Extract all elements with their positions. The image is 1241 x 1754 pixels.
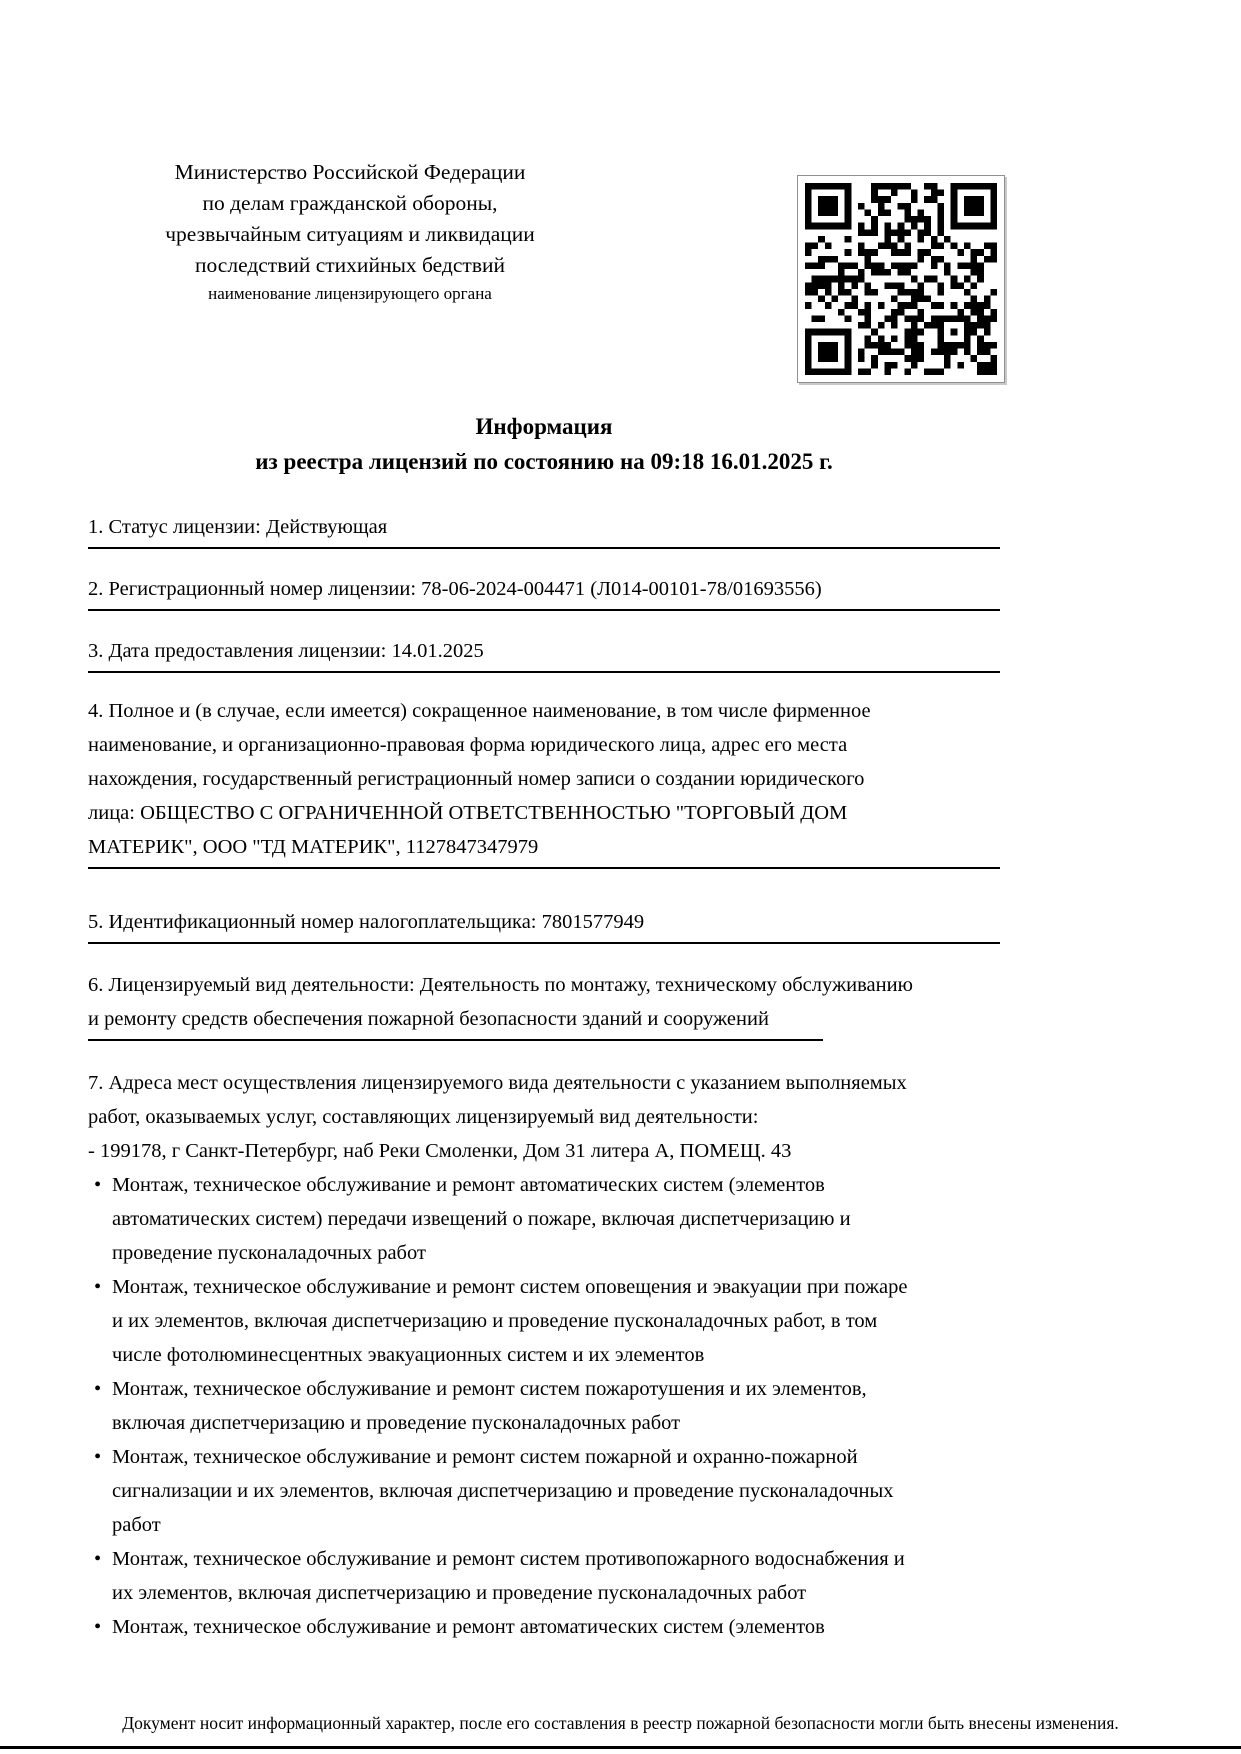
field-taxpayer-inn: 5. Идентификационный номер налогоплательщика: 7801577949 bbox=[88, 905, 1000, 944]
section-addresses bbox=[88, 1066, 1000, 1168]
section-addresses-intro: 7. Адреса мест осуществления лицензируемого вида деятельности с указанием выполняемых работ, оказываемых услуг, составляющих лицензируемый вид деятельности: bbox=[88, 1072, 907, 1128]
work-item: • Монтаж, техническое обслуживание и ремонт автоматических систем (элементов bbox=[88, 1610, 1000, 1644]
document-title-line2: из реестра лицензий по состоянию на 09:18 16.01.2025 г. bbox=[255, 449, 833, 474]
work-item: • Монтаж, техническое обслуживание и ремонт автоматических систем (элементов автоматических систем) передачи извещений о пожаре, включая диспетчеризацию и проведение пусконаладочных работ bbox=[88, 1168, 1000, 1270]
licensing-authority-caption: наименование лицензирующего органа bbox=[208, 284, 492, 303]
document-title bbox=[88, 409, 1000, 479]
document-title-line1: Информация bbox=[475, 414, 613, 439]
licensing-authority-block bbox=[80, 157, 620, 306]
field-license-status: 1. Статус лицензии: Действующая bbox=[88, 510, 1000, 549]
address-line: - 199178, г Санкт-Петербург, наб Реки Смоленки, Дом 31 литера А, ПОМЕЩ. 43 bbox=[88, 1140, 792, 1162]
field-licensed-activity-text: 6. Лицензируемый вид деятельности: Деятельность по монтажу, техническому обслуживанию и ремонту средств обеспечения пожарной безопасности зданий и сооружений bbox=[88, 974, 913, 1030]
work-item: • Монтаж, техническое обслуживание и ремонт систем пожаротушения и их элементов, включая диспетчеризацию и проведение пусконаладочных работ bbox=[88, 1372, 1000, 1440]
footer-note: Документ носит информационный характер, после его составления в реестр пожарной безопасности могли быть внесены изменения. bbox=[122, 1713, 1119, 1733]
work-item: • Монтаж, техническое обслуживание и ремонт систем противопожарного водоснабжения и их элементов, включая диспетчеризацию и проведение пусконаладочных работ bbox=[88, 1542, 1000, 1610]
works-list bbox=[88, 1168, 1000, 1644]
field-organization-name: 4. Полное и (в случае, если имеется) сокращенное наименование, в том числе фирменное наименование, и организационно-правовая форма юридического лица, адрес его места нахождения, государственный регистрационный номер записи о создании юридического лица: ОБЩЕСТВО С ОГРАНИЧЕННОЙ ОТВЕТСТВЕННОСТЬЮ "ТОРГОВЫЙ ДОМ МАТЕРИК", ООО "ТД МАТЕРИК", 1127847347979 bbox=[88, 694, 1000, 869]
field-licensed-activity bbox=[88, 968, 1000, 1041]
ministry-name: Министерство Российской Федерации по делам гражданской обороны, чрезвычайным ситуациям и ликвидации последствий стихийных бедствий bbox=[165, 160, 535, 277]
qr-code-icon bbox=[797, 175, 1005, 383]
field-underline bbox=[88, 1039, 823, 1041]
bottom-rule bbox=[0, 1746, 1241, 1749]
field-registration-number: 2. Регистрационный номер лицензии: 78-06-2024-004471 (Л014-00101-78/01693556) bbox=[88, 572, 1000, 611]
work-item: • Монтаж, техническое обслуживание и ремонт систем пожарной и охранно-пожарной сигнализации и их элементов, включая диспетчеризацию и проведение пусконаладочных работ bbox=[88, 1440, 1000, 1542]
work-item: • Монтаж, техническое обслуживание и ремонт систем оповещения и эвакуации при пожаре и их элементов, включая диспетчеризацию и проведение пусконаладочных работ, в том числе фотолюминесцентных эвакуационных систем и их элементов bbox=[88, 1270, 1000, 1372]
field-grant-date: 3. Дата предоставления лицензии: 14.01.2025 bbox=[88, 634, 1000, 673]
